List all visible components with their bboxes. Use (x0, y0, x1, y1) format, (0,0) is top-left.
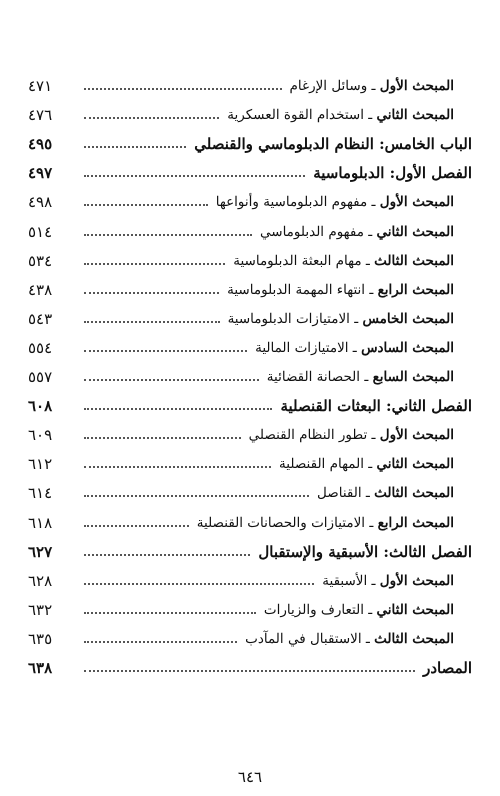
toc-entry-lead: المبحث الثاني (376, 107, 454, 124)
dot-leader (84, 146, 186, 148)
toc-page-number: ٥١٤ (28, 222, 53, 241)
toc-entry-text: المهام القنصلية (279, 456, 364, 473)
toc-entry-lead: الفصل الثالث: الأسبقية والإستقبال (258, 542, 472, 561)
toc-entry-sep: ـ (365, 281, 378, 298)
toc-page-number: ٤٧٦ (28, 106, 53, 125)
toc-page-number: ٦١٨ (28, 513, 53, 532)
toc-entry-lead: المبحث الثالث (374, 630, 454, 647)
toc-entry-lead: الفصل الثاني: البعثات القنصلية (280, 397, 472, 416)
dot-leader (84, 379, 259, 381)
toc-entry (0, 132, 500, 156)
toc-entry-text: الأسبقية (322, 572, 368, 589)
dot-leader (84, 234, 252, 236)
toc-entry-lead: المبحث السادس (361, 339, 454, 356)
toc-entry-sep: ـ (361, 252, 375, 269)
page-number: ٦٤٦ (237, 768, 263, 786)
dot-leader (84, 437, 241, 439)
toc-entry-text: الامتيازات الدبلوماسية (227, 310, 350, 327)
toc-entry-text: الامتيازات المالية (255, 339, 349, 356)
toc-entry-lead: المبحث الثالث (374, 252, 454, 269)
toc-entry (0, 278, 500, 302)
toc-entry-text: انتهاء المهمة الدبلوماسية (227, 281, 366, 298)
toc-entry-text: مفهوم الدبلوماسية وأنواعها (215, 194, 368, 211)
toc-entry-lead: المبحث الأول (379, 427, 454, 444)
toc-entry-sep: ـ (363, 601, 377, 618)
toc-entry (0, 190, 500, 214)
dot-leader (84, 583, 314, 585)
toc-entry-title (222, 307, 454, 331)
toc-page-number: ٥٥٧ (28, 368, 53, 386)
toc-entry-text: التعارف والزيارات (263, 601, 364, 618)
toc-entry (0, 569, 500, 593)
toc-entry (0, 220, 500, 244)
toc-entry-sep: ـ (349, 310, 363, 327)
dot-leader (84, 350, 247, 352)
toc-entry (0, 249, 500, 273)
toc-page-number: ٦٠٩ (28, 426, 53, 445)
toc-entry (0, 540, 500, 564)
toc-entry (0, 161, 500, 185)
toc-entry-sep: ـ (365, 514, 378, 531)
dot-leader (84, 321, 220, 323)
toc-entry-sep: ـ (348, 339, 362, 356)
dot-leader (84, 117, 219, 119)
toc-entry-text: وسائل الإرغام (289, 78, 368, 94)
toc-entry-lead: المبحث الأول (379, 194, 454, 211)
toc-entry (0, 307, 500, 331)
toc-page-number: ٦٢٧ (28, 542, 53, 561)
toc-page-number: ٤٩٥ (28, 135, 53, 154)
toc-entry (0, 423, 500, 447)
toc-entry-title (258, 598, 454, 622)
toc-entry-sep: ـ (367, 572, 380, 589)
toc-entry-title (417, 656, 472, 680)
dot-leader (84, 554, 250, 556)
dot-leader (84, 641, 237, 643)
dot-leader (84, 466, 271, 468)
toc-entry-lead: المبحث الثالث (374, 485, 454, 502)
toc-entry-text: استخدام القوة العسكرية (227, 107, 364, 124)
toc-page-number: ٦٣٨ (28, 659, 53, 677)
dot-leader (84, 408, 272, 410)
toc-page-number: ٦١٤ (28, 484, 53, 503)
toc-entry-text: القناصل (317, 485, 362, 502)
toc-page-number: ٤٩٨ (28, 193, 53, 212)
toc-entry-text: مفهوم الدبلوماسي (260, 223, 364, 240)
toc-entry-title (307, 161, 472, 185)
toc-entry-lead: الفصل الأول: الدبلوماسية (313, 164, 472, 183)
dot-leader (84, 292, 219, 294)
dot-leader (84, 670, 415, 672)
toc-entry-lead: المبحث الثاني (376, 223, 454, 240)
dot-leader (84, 525, 189, 527)
toc-entry-title (243, 423, 454, 447)
toc-page-number: ٦٢٨ (28, 571, 53, 590)
dot-leader (84, 88, 282, 90)
toc-entry-title (221, 278, 454, 302)
toc-entry-title (252, 540, 472, 564)
toc-entry-title (227, 249, 454, 273)
toc-entry-sep: ـ (360, 369, 373, 385)
toc-page-number: ٥٥٤ (28, 338, 53, 357)
toc-entry-lead: المبحث الثاني (376, 456, 454, 473)
toc-entry-title (188, 132, 472, 156)
toc-entry-sep: ـ (363, 223, 377, 240)
toc-entry-title (210, 190, 454, 214)
toc-entry-title (249, 336, 454, 360)
toc-entry-lead: المبحث الخامس (362, 310, 454, 327)
toc-entry-sep: ـ (363, 107, 377, 124)
dot-leader (84, 204, 208, 206)
toc-entry-sep: ـ (367, 78, 380, 94)
toc-entry-lead: المبحث الأول (379, 572, 454, 589)
dot-leader (84, 175, 305, 177)
toc-entry-title (254, 220, 454, 244)
toc-entry-title (273, 452, 454, 476)
toc-entry-text: تطور النظام القنصلي (248, 427, 368, 444)
toc-page-number: ٦٣٥ (28, 629, 53, 648)
toc-page-number: ٥٣٤ (28, 251, 53, 270)
toc-entry-title (221, 103, 454, 127)
toc-entry-sep: ـ (367, 194, 380, 211)
toc-entry (0, 481, 500, 505)
toc-entry-sep: ـ (367, 427, 380, 444)
toc-entry (0, 103, 500, 127)
toc-page-number: ٦٠٨ (28, 397, 53, 416)
toc-entry (0, 627, 500, 651)
toc-entry (0, 598, 500, 622)
dot-leader (84, 263, 225, 265)
toc-entry-lead: المبحث الرابع (377, 514, 454, 531)
toc-entry (0, 74, 500, 98)
toc-page-number: ٦١٢ (28, 455, 53, 474)
toc-page-number: ٤٩٧ (28, 164, 53, 183)
toc-entry-lead: المبحث السابع (372, 369, 454, 385)
toc-entry (0, 452, 500, 476)
toc-entry (0, 511, 500, 535)
toc-entry-lead: المصادر (423, 659, 472, 677)
toc-entry-title (261, 365, 454, 389)
toc-entry (0, 656, 500, 680)
toc-entry-text: الاستقبال في المآدب (245, 630, 362, 647)
toc-entry (0, 365, 500, 389)
toc-page-number: ٤٧١ (28, 77, 53, 95)
toc-entry-lead: المبحث الأول (379, 78, 454, 94)
toc-entry-title (274, 394, 472, 418)
toc-entry-title (191, 511, 454, 535)
toc-entry-title (284, 74, 454, 98)
toc-entry-lead: الباب الخامس: النظام الدبلوماسي والقنصلي (194, 135, 472, 154)
toc-entry-sep: ـ (361, 485, 375, 502)
toc-entry-title (311, 481, 454, 505)
toc-entry-title (239, 627, 454, 651)
toc-entry-text: الامتيازات والحصانات القنصلية (196, 514, 366, 531)
toc-entry-sep: ـ (361, 630, 375, 647)
dot-leader (84, 612, 256, 614)
toc-entry-sep: ـ (363, 456, 377, 473)
dot-leader (84, 495, 309, 497)
toc-entry (0, 394, 500, 418)
toc-entry-lead: المبحث الرابع (377, 281, 454, 298)
toc-entry (0, 336, 500, 360)
toc-entry-text: الحصانة القضائية (266, 369, 361, 385)
toc-entry-lead: المبحث الثاني (376, 601, 454, 618)
toc-entry-title (316, 569, 454, 593)
toc-page-number: ٦٣٢ (28, 600, 53, 619)
toc-entry-text: مهام البعثة الدبلوماسية (233, 252, 362, 269)
toc-page-number: ٥٤٣ (28, 309, 53, 328)
toc-page-number: ٤٣٨ (28, 280, 53, 299)
